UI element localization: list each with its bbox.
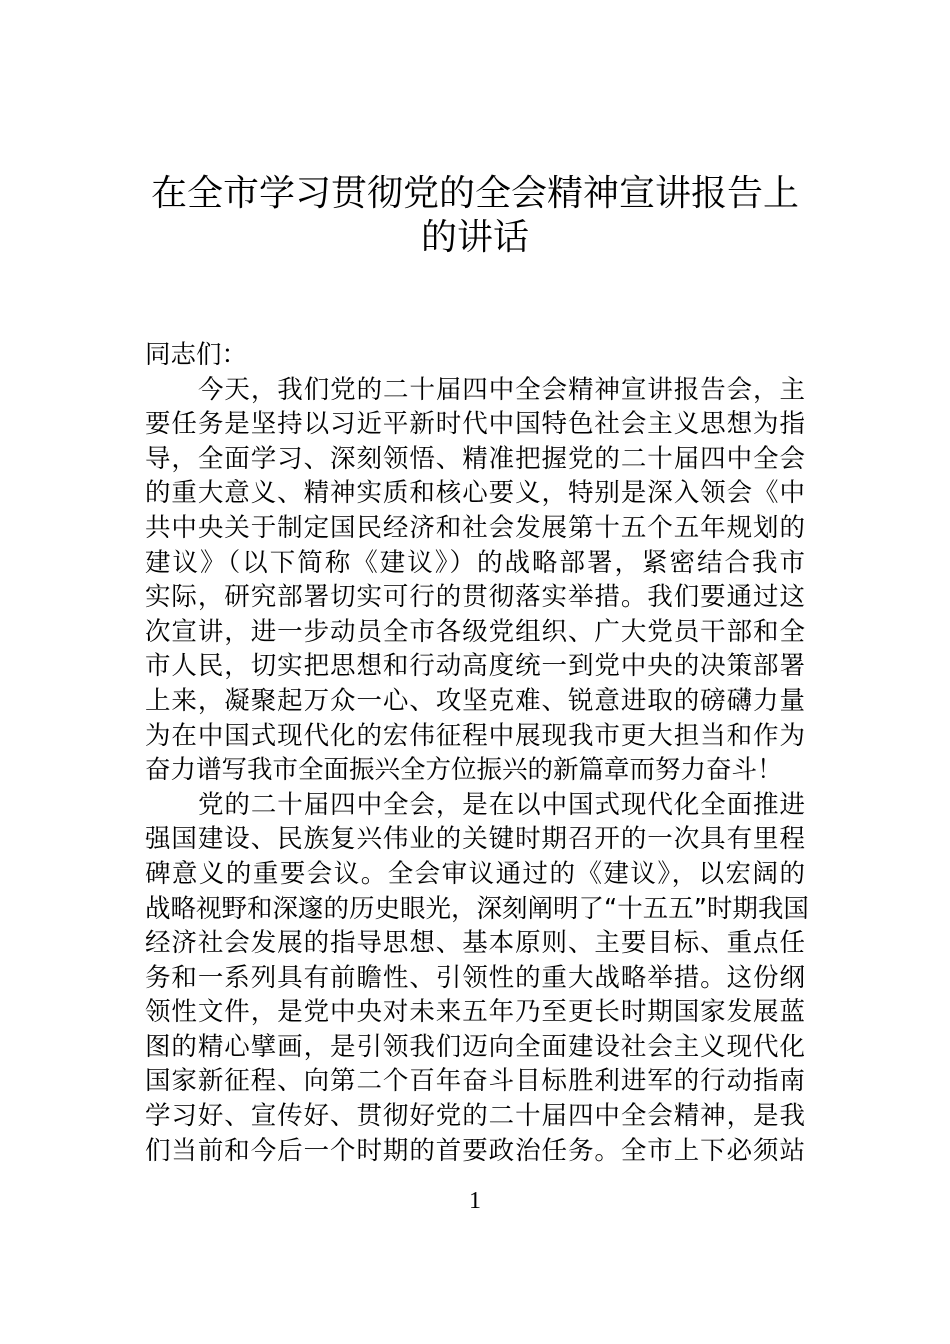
text-line: 经济社会发展的指导思想、基本原则、主要目标、重点任 — [145, 928, 805, 959]
text-line: 建议》（以下简称《建议》）的战略部署，紧密结合我市 — [145, 547, 805, 578]
text-line: 奋力谱写我市全面振兴全方位振兴的新篇章而努力奋斗！ — [145, 755, 783, 786]
text-line: 今天，我们党的二十届四中全会精神宣讲报告会，主 — [198, 374, 805, 405]
text-line: 战略视野和深邃的历史眼光，深刻阐明了“十五五”时期我国 — [145, 893, 809, 924]
text-line: 市人民，切实把思想和行动高度统一到党中央的决策部署 — [145, 651, 805, 682]
salutation: 同志们： — [145, 340, 248, 370]
text-line: 的重大意义、精神实质和核心要义，特别是深入领会《中 — [145, 478, 805, 509]
text-line: 学习好、宣传好、贯彻好党的二十届四中全会精神，是我 — [145, 1101, 805, 1132]
text-line: 们当前和今后一个时期的首要政治任务。全市上下必须站 — [145, 1135, 805, 1166]
text-line: 领性文件，是党中央对未来五年乃至更长时期国家发展蓝 — [145, 997, 805, 1028]
text-line: 导，全面学习、深刻领悟、精准把握党的二十届四中全会 — [145, 443, 805, 474]
text-line: 要任务是坚持以习近平新时代中国特色社会主义思想为指 — [145, 409, 805, 440]
paragraph — [145, 788, 809, 1169]
document-title-line-2: 的讲话 — [420, 217, 529, 258]
text-line: 上来，凝聚起万众一心、攻坚克难、锐意进取的磅礴力量 — [145, 685, 805, 716]
text-line: 图的精心擘画，是引领我们迈向全面建设社会主义现代化 — [145, 1031, 805, 1062]
text-line: 强国建设、民族复兴伟业的关键时期召开的一次具有里程 — [145, 824, 805, 855]
text-line: 国家新征程、向第二个百年奋斗目标胜利进军的行动指南 — [145, 1066, 805, 1097]
paragraphs — [145, 373, 809, 1169]
text-line: 为在中国式现代化的宏伟征程中展现我市更大担当和作为 — [145, 720, 805, 751]
text-line: 党的二十届四中全会，是在以中国式现代化全面推进 — [198, 789, 805, 820]
document-title-line-1: 在全市学习贯彻党的全会精神宣讲报告上 — [150, 173, 799, 214]
text-line: 共中央关于制定国民经济和社会发展第十五个五年规划的 — [145, 512, 805, 543]
paragraph — [145, 373, 805, 788]
text-line: 实际，研究部署切实可行的贯彻落实举措。我们要通过这 — [145, 582, 805, 613]
page-number: 1 — [469, 1188, 481, 1214]
text-line: 务和一系列具有前瞻性、引领性的重大战略举措。这份纲 — [145, 962, 805, 993]
text-line: 碑意义的重要会议。全会审议通过的《建议》，以宏阔的 — [145, 858, 805, 889]
text-line: 次宣讲，进一步动员全市各级党组织、广大党员干部和全 — [145, 616, 805, 647]
document-body — [145, 338, 809, 1168]
